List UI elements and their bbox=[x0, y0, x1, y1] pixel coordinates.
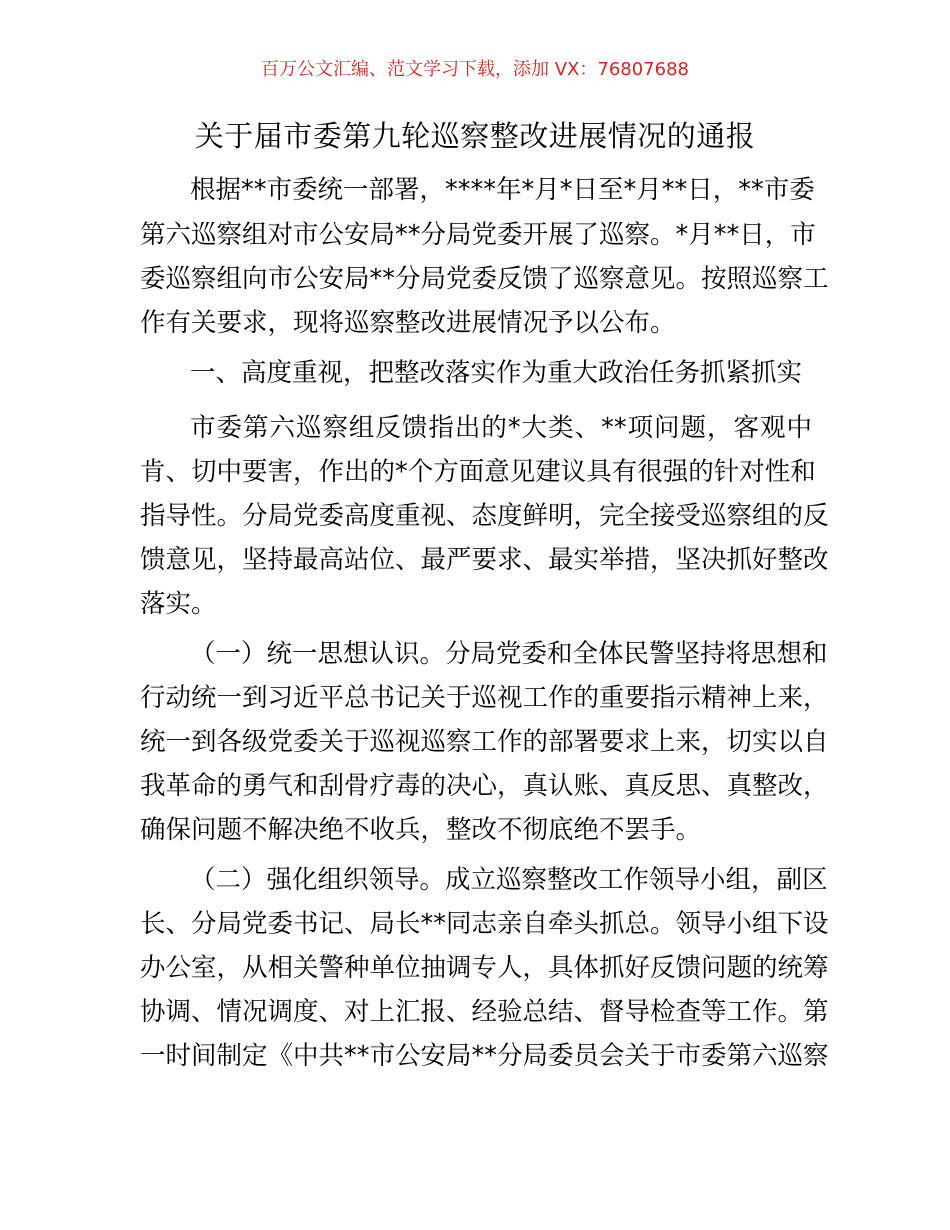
paragraph-line: 指导性。分局党委高度重视、态度鲜明，完全接受巡察组的反 bbox=[140, 501, 829, 531]
paragraph-line: 落实。 bbox=[140, 589, 217, 619]
paragraph-line: 办公室，从相关警种单位抽调专人，具体抓好反馈问题的统筹 bbox=[140, 953, 829, 983]
paragraph-line: 行动统一到习近平总书记关于巡视工作的重要指示精神上来， bbox=[140, 683, 829, 713]
paragraph-line: 我革命的勇气和刮骨疗毒的决心，真认账、真反思、真整改， bbox=[140, 771, 829, 801]
paragraph-line: 馈意见，坚持最高站位、最严要求、最实举措，坚决抓好整改 bbox=[140, 545, 829, 575]
paragraph-line: 确保问题不解决绝不收兵，整改不彻底绝不罢手。 bbox=[140, 815, 702, 845]
paragraph-line: 统一到各级党委关于巡视巡察工作的部署要求上来，切实以自 bbox=[140, 727, 829, 757]
paragraph-line: 协调、情况调度、对上汇报、经验总结、督导检查等工作。第 bbox=[140, 997, 829, 1027]
section-heading: 一、高度重视，把整改落实作为重大政治任务抓紧抓实 bbox=[190, 358, 803, 388]
paragraph-line: 长、分局党委书记、局长**同志亲自牵头抓总。领导小组下设 bbox=[140, 909, 829, 939]
paragraph-line: 肯、切中要害，作出的*个方面意见建议具有很强的针对性和 bbox=[140, 457, 816, 487]
paragraph-line: （一）统一思想认识。分局党委和全体民警坚持将思想和 bbox=[190, 639, 828, 669]
paragraph-line: 市委第六巡察组反馈指出的*大类、**项问题，客观中 bbox=[190, 413, 812, 443]
paragraph-line: （二）强化组织领导。成立巡察整改工作领导小组，副区 bbox=[190, 865, 828, 895]
paragraph-line: 一时间制定《中共**市公安局**分局委员会关于市委第六巡察 bbox=[140, 1041, 829, 1071]
paragraph-line: 作有关要求，现将巡察整改进展情况予以公布。 bbox=[140, 308, 676, 338]
watermark-banner: 百万公文汇编、范文学习下载，添加 VX：76807688 bbox=[261, 59, 689, 80]
paragraph-line: 第六巡察组对市公安局**分局党委开展了巡察。*月**日，市 bbox=[140, 220, 816, 250]
paragraph-line: 委巡察组向市公安局**分局党委反馈了巡察意见。按照巡察工 bbox=[140, 264, 829, 294]
paragraph-line: 根据**市委统一部署，****年*月*日至*月**日，**市委 bbox=[190, 175, 815, 205]
document-title: 关于届市委第九轮巡察整改进展情况的通报 bbox=[194, 119, 756, 153]
